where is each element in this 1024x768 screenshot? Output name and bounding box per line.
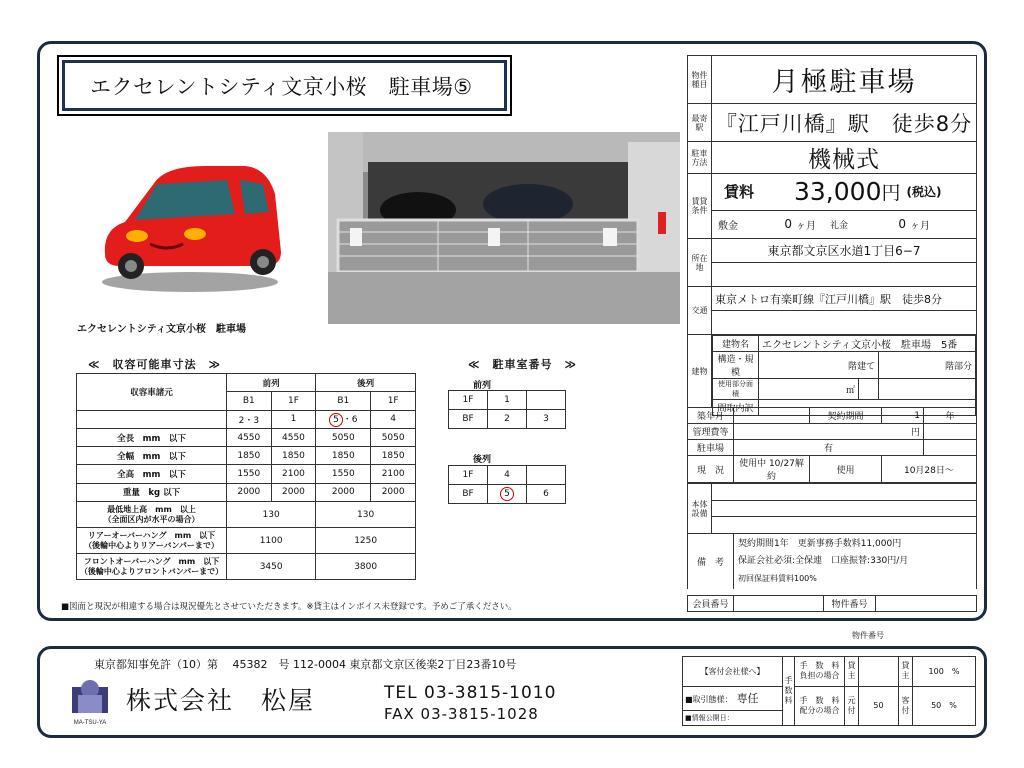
fee-label: 手数料 xyxy=(783,657,795,726)
room-front-label: 前列 xyxy=(473,381,492,391)
svg-text:MA-TSU-YA: MA-TSU-YA xyxy=(73,720,107,726)
dim-cell: 1100 xyxy=(227,528,316,554)
dim-level: 1F xyxy=(371,392,416,410)
key-money-value: 0 xyxy=(898,217,907,232)
dim-cell: 5050 xyxy=(371,428,416,446)
facilities-label: 本体設備 xyxy=(688,484,712,533)
dim-cell: 2000 xyxy=(371,483,416,501)
dim-row-label: 最低地上高 mm 以上 （全面区内が水平の場合） xyxy=(77,502,227,528)
type-value: 月極駐車場 xyxy=(771,67,917,98)
remarks-label: 備 考 xyxy=(688,534,734,589)
company-footer xyxy=(37,631,987,738)
dim-number-back-b1: 5 ・6 xyxy=(316,410,371,428)
room-cell-selected xyxy=(488,485,527,504)
dim-cell: 2000 xyxy=(271,483,316,501)
parking-photo xyxy=(328,132,680,324)
floors-label: 階建て xyxy=(759,352,879,379)
fee-distribution: 手 数 料 配分の場合 xyxy=(795,686,845,725)
details-table xyxy=(687,407,977,483)
room-number-title: ≪ 駐車室番号 ≫ xyxy=(468,358,578,371)
rent-tax: (税込) xyxy=(906,185,942,200)
remarks-line: 契約期間1年 更新事務手数料11,000円 xyxy=(738,539,902,549)
dim-cell: 130 xyxy=(227,502,316,528)
address-label: 所在地 xyxy=(688,239,712,286)
floor-part-label: 階部分 xyxy=(878,352,975,379)
address-value: 東京都文京区水道1丁目6−7 xyxy=(712,239,976,263)
layout-label: 間取内訳 xyxy=(713,400,759,416)
page-title: エクセレントシティ文京小桜 駐車場⑤ xyxy=(62,60,507,111)
structure-label: 構造・規模 xyxy=(713,352,759,379)
dim-cell: 1550 xyxy=(316,465,371,483)
use-value: 10月28日〜 xyxy=(881,456,976,483)
months-unit: ヶ月 xyxy=(910,220,931,232)
car-illustration xyxy=(95,154,285,294)
dim-cell: 5050 xyxy=(316,428,371,446)
selected-space-marker: 5 xyxy=(500,487,514,501)
fee-origin: 元付 xyxy=(845,686,859,725)
mgmt-label: 管理費等 xyxy=(688,424,734,440)
room-cell: 4 xyxy=(488,466,527,485)
company-logo-icon xyxy=(68,677,112,727)
dim-cell: 130 xyxy=(316,502,416,528)
dim-level: 1F xyxy=(271,392,316,410)
rent-label: 賃料 xyxy=(724,183,755,202)
fee-mode: ■取引態様： 専任 xyxy=(683,686,783,710)
building-name-value: エクセレントシティ文京小桜 駐車場 5番 xyxy=(759,336,976,352)
dimensions-title: ≪ 収容可能車寸法 ≫ xyxy=(88,358,222,371)
method-label: 駐車方法 xyxy=(688,142,712,173)
year-unit: 年 xyxy=(924,408,977,424)
contract-value: 1 xyxy=(881,408,923,424)
use-label: 使用 xyxy=(810,456,882,483)
contract-label: 契約期間 xyxy=(810,408,882,424)
yen-unit: 円 xyxy=(734,424,924,440)
fee-agent-pct: 50 % xyxy=(913,686,976,725)
dim-cell: 1550 xyxy=(227,465,272,483)
months-unit: ヶ月 xyxy=(796,220,816,232)
method-value: 機械式 xyxy=(808,147,880,173)
photo-caption: エクセレントシティ文京小桜 駐車場 xyxy=(77,324,246,335)
dim-row-label: 全高 mm 以下 xyxy=(77,465,227,483)
dim-cell: 1850 xyxy=(316,447,371,465)
member-label: 会員番号 xyxy=(688,596,734,612)
deposit-label: 敷金 xyxy=(718,220,738,232)
company-name: 株式会社 松屋 xyxy=(126,686,316,715)
dim-cell: 4550 xyxy=(227,428,272,446)
dim-cell: 2100 xyxy=(271,465,316,483)
remarks-line: 保証会社必須:全保連 口座振替:330円/月 xyxy=(738,556,909,566)
property-no-label: 物件番号 xyxy=(824,596,876,612)
room-cell: 1 xyxy=(488,391,527,410)
dim-back-label: 後列 xyxy=(316,374,416,392)
station-label: 最寄駅 xyxy=(688,104,712,141)
fee-box xyxy=(682,656,976,726)
fee-agent: 客付 xyxy=(899,686,913,725)
dim-number: 4 xyxy=(371,410,416,428)
deposit-value: 0 xyxy=(784,217,792,232)
dim-row-label: 全幅 mm 以下 xyxy=(77,447,227,465)
dim-number: 2・3 xyxy=(227,410,272,428)
dim-level: B1 xyxy=(316,392,371,410)
fee-public-date: ■情報公開日： xyxy=(683,710,783,726)
station-value: 『江戸川橋』駅 徒歩8分 xyxy=(715,111,973,136)
rent-value: 33,000 xyxy=(794,177,882,207)
room-cell: BF xyxy=(449,485,488,504)
fee-to-agents: 【客付会社様へ】 xyxy=(683,657,783,687)
license-line: 東京都知事免許（10）第 45382 号 112-0004 東京都文京区後楽2丁目23番10号 xyxy=(94,658,517,671)
rent-unit: 円 xyxy=(881,182,901,205)
selected-space-marker: 5 xyxy=(329,413,343,427)
room-front-table xyxy=(448,390,566,429)
terms-label: 賃貸条件 xyxy=(688,174,712,238)
key-money-label: 礼金 xyxy=(830,220,849,231)
fax-number: FAX 03-3815-1028 xyxy=(384,705,539,723)
fee-lessor-pct: 100 % xyxy=(913,657,976,687)
dim-cell: 1850 xyxy=(271,447,316,465)
parking-label: 駐車場 xyxy=(688,440,734,456)
building-table xyxy=(712,335,976,416)
remarks-line: 初回保証料賃料100% xyxy=(738,574,817,583)
parking-value: 有 xyxy=(734,440,924,456)
dim-cell: 4550 xyxy=(271,428,316,446)
fee-origin-pct: 50 xyxy=(859,686,899,725)
room-cell: 6 xyxy=(527,485,566,504)
dim-header-label: 収容車諸元 xyxy=(77,374,227,411)
room-cell: 3 xyxy=(527,410,566,429)
disclaimer-note: ■図面と現況が相違する場合は現況優先とさせていただきます。※貸主はインボイス未登録です。予めご了承ください。 xyxy=(61,602,517,612)
property-panel xyxy=(687,55,977,612)
dim-row-label: フロントオーバーハング mm 以下 （後輪中心よりフロントバンパーまで） xyxy=(77,554,227,580)
dim-cell: 1850 xyxy=(227,447,272,465)
room-cell: 1F xyxy=(449,391,488,410)
room-back-table xyxy=(448,465,566,504)
status-value: 使用中 10/27解約 xyxy=(734,456,810,483)
dim-row-label: 重量 kg 以下 xyxy=(77,483,227,501)
dim-cell: 2000 xyxy=(227,483,272,501)
building-label: 建物 xyxy=(688,335,712,407)
fee-lessor-2: 貸主 xyxy=(899,657,913,687)
dim-row-label: 全長 mm 以下 xyxy=(77,428,227,446)
area-label: 使用部分面積 xyxy=(713,379,759,400)
room-cell: 2 xyxy=(488,410,527,429)
dim-cell: 1250 xyxy=(316,528,416,554)
dim-cell: 2000 xyxy=(316,483,371,501)
dim-row-label: リアーオーバーハング mm 以下 （後輪中心よりリアーバンパーまで） xyxy=(77,528,227,554)
dim-cell: 2100 xyxy=(371,465,416,483)
tel-number: TEL 03-3815-1010 xyxy=(384,683,557,703)
built-label: 築年月 xyxy=(688,408,734,424)
dimensions-table xyxy=(76,373,416,580)
title-box xyxy=(57,55,512,116)
dim-front-label: 前列 xyxy=(227,374,316,392)
transport-label: 交通 xyxy=(688,287,712,334)
fee-burden: 手 数 料 負担の場合 xyxy=(795,657,845,687)
dim-number: 1 xyxy=(271,410,316,428)
room-cell xyxy=(527,391,566,410)
room-back-label: 後列 xyxy=(473,455,492,465)
room-cell xyxy=(527,466,566,485)
room-cell: 1F xyxy=(449,466,488,485)
room-cell: BF xyxy=(449,410,488,429)
area-unit: ㎡ xyxy=(759,379,859,400)
type-label: 物件種目 xyxy=(688,56,712,103)
fee-lessor: 貸主 xyxy=(845,657,859,687)
member-table xyxy=(687,595,977,612)
status-label: 現 況 xyxy=(688,456,734,483)
dim-cell: 3800 xyxy=(316,554,416,580)
transport-value: 東京メトロ有楽町線『江戸川橋』駅 徒歩8分 xyxy=(712,287,976,311)
footer-property-no-label: 物件番号 xyxy=(852,631,884,640)
dim-cell: 1850 xyxy=(371,447,416,465)
dim-cell: 3450 xyxy=(227,554,316,580)
listing-sheet xyxy=(37,41,987,621)
building-name-label: 建物名 xyxy=(713,336,759,352)
dim-level: B1 xyxy=(227,392,272,410)
